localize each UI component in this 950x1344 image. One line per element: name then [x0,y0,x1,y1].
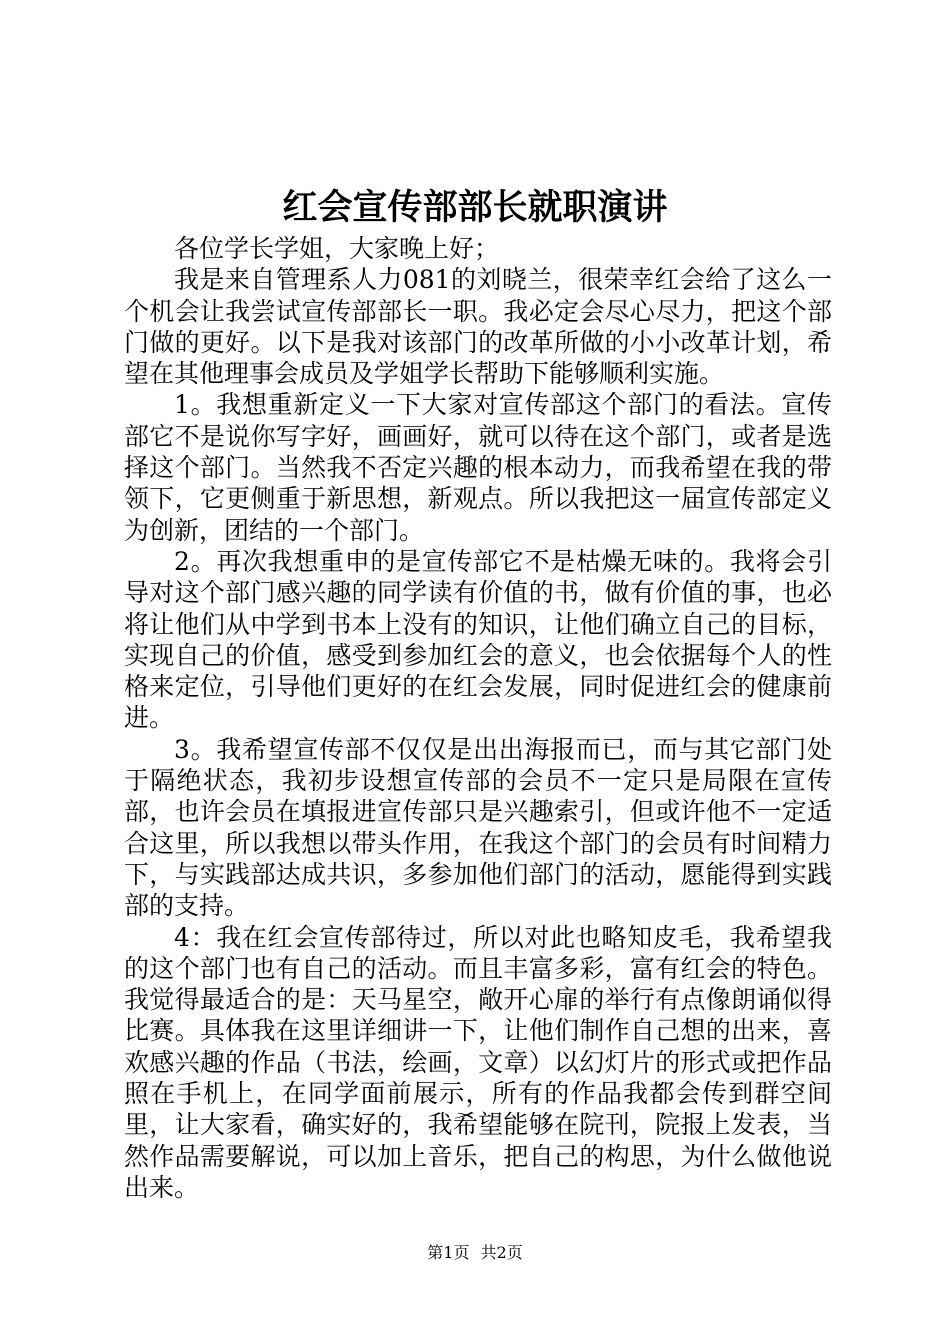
document-title: 红会宣传部部长就职演讲 [282,187,668,228]
page-number-total: 共2页 [480,1243,523,1262]
paragraph-point-2: 2。再次我想重申的是宣传部它不是枯燥无味的。我将会引导对这个部门感兴趣的同学读有价值的书，做有价值的事，也必将让他们从中学到书本上没有的知识，让他们确立自己的目标，实现自己的价值，感受到参加红会的意义，也会依据每个人的性格来定位，引导他们更好的在红会发展，同时促进红会的健康前进。 [124,546,832,733]
paragraph-point-1: 1。我想重新定义一下大家对宣传部这个部门的看法。宣传部它不是说你写字好，画画好，就可以待在这个部门，或者是选择这个部门。当然我不否定兴趣的根本动力，而我希望在我的带领下，它更侧重于新思想，新观点。所以我把这一届宣传部定义为创新，团结的一个部门。 [124,390,832,545]
paragraph-point-3: 3。我希望宣传部不仅仅是出出海报而已，而与其它部门处于隔绝状态，我初步设想宣传部的会员不一定只是局限在宣传部，也许会员在填报进宣传部只是兴趣索引，但或许他不一定适合这里，所以我想以带头作用，在我这个部门的会员有时间精力下，与实践部达成共识，多参加他们部门的活动，愿能得到实践部的支持。 [124,734,832,921]
paragraph-point-4: 4：我在红会宣传部待过，所以对此也略知皮毛，我希望我的这个部门也有自己的活动。而且丰富多彩，富有红会的特色。我觉得最适合的是：天马星空，敞开心扉的举行有点像朗诵似得比赛。具体我在这里详细讲一下，让他们制作自己想的出来，喜欢感兴趣的作品（书法，绘画，文章）以幻灯片的形式或把作品照在手机上，在同学面前展示，所有的作品我都会传到群空间里，让大家看，确实好的，我希望能够在院刊，院报上发表，当然作品需要解说，可以加上音乐，把自己的构思，为什么做他说出来。 [124,922,832,1202]
paragraph-intro: 我是来自管理系人力081的刘晓兰，很荣幸红会给了这么一个机会让我尝试宣传部部长一职。我必定会尽心尽力，把这个部门做的更好。以下是我对该部门的改革所做的小小改革计划，希望在其他理事会成员及学姐学长帮助下能够顺利实施。 [124,265,832,389]
paragraph-greeting: 各位学长学姐，大家晚上好； [174,234,500,263]
page-footer [0,1241,950,1265]
document-body [124,233,832,1203]
page-number-current: 第1页 [427,1243,470,1262]
